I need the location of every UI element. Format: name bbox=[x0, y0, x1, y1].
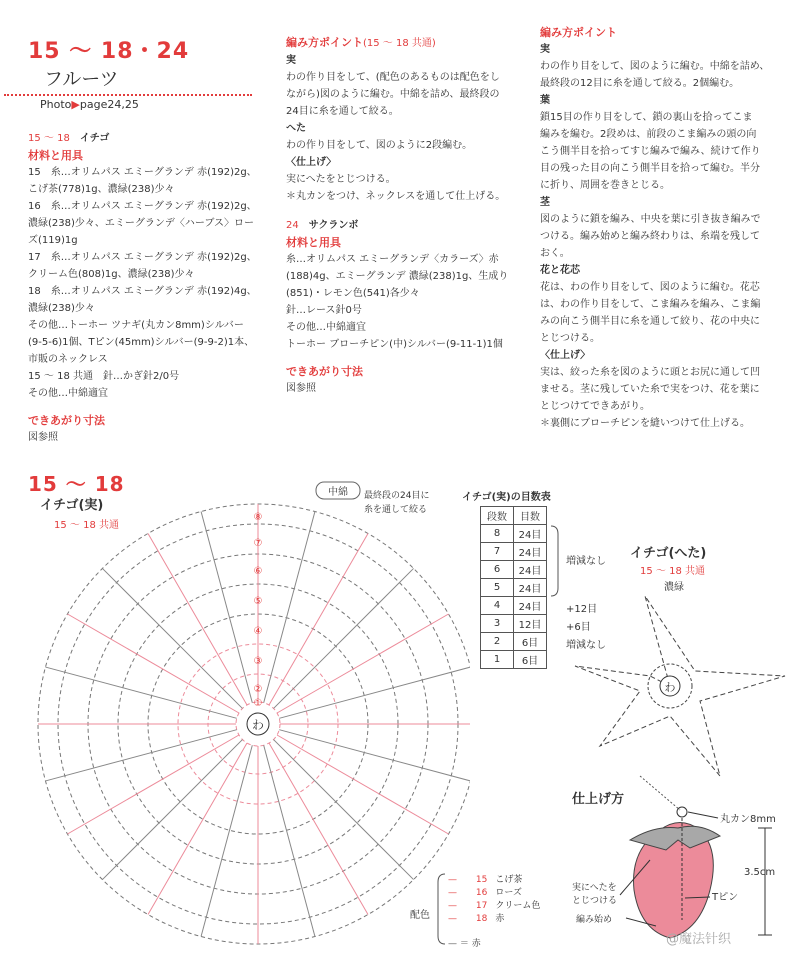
magic-ring-label: わ bbox=[251, 718, 265, 732]
legend-color-name: 赤 bbox=[495, 914, 505, 924]
round-cell: 4 bbox=[481, 597, 514, 615]
text-line: その他…中綿適宜 bbox=[28, 388, 108, 399]
text-line: わの作り目をして、図のように編む。中綿を詰め、 bbox=[540, 61, 770, 72]
round-marker: ① bbox=[253, 698, 263, 709]
stitch-cell: 24目 bbox=[514, 579, 547, 597]
stitch-cell: 24目 bbox=[514, 525, 547, 543]
text-line: その他…中綿適宜 bbox=[286, 322, 366, 333]
text-line: 実は、絞った糸を図のように頭とお尻に通して凹 bbox=[540, 367, 760, 378]
dash-line-icon: — bbox=[448, 939, 457, 949]
text-line: 鎖15目の作り目をして、鎖の裏山を拾ってこま bbox=[540, 112, 753, 123]
text-line: 15 糸…オリムパス エミーグランデ 赤(192)2g、 bbox=[28, 167, 257, 178]
round-cell: 8 bbox=[481, 525, 514, 543]
size-text: 図参照 bbox=[28, 432, 58, 443]
round-marker: ③ bbox=[253, 656, 263, 667]
text-line: わの作り目をして、図のように2段編む。 bbox=[286, 140, 473, 151]
text-line: トーホー ブローチピン(中)シルバー(9-11-1)1個 bbox=[286, 339, 503, 350]
text-line: 濃緑(238)少々 bbox=[28, 303, 95, 314]
text-line: (851)・レモン色(541)各少々 bbox=[286, 288, 420, 299]
photo-page: page24,25 bbox=[79, 98, 139, 111]
t-pin-label: Tピン bbox=[712, 892, 739, 903]
table-row bbox=[481, 525, 547, 543]
text-line: ませる。茎に残していた糸で実をつけ、花を葉に bbox=[540, 384, 760, 395]
calyx-chart bbox=[570, 586, 800, 786]
strawberry-crochet-chart bbox=[0, 460, 470, 956]
legend-color-name: クリーム色 bbox=[495, 901, 541, 911]
text-line: つける。編み始めと編み終わりは、糸端を残して bbox=[540, 231, 760, 242]
count-table-title: イチゴ(実)の目数表 bbox=[462, 492, 551, 503]
chart-spoke bbox=[148, 533, 247, 704]
instructions-list bbox=[286, 52, 536, 205]
diagram-title: イチゴ(実) bbox=[40, 498, 104, 513]
text-line: とじつけてできあがり。 bbox=[540, 401, 650, 412]
legend-red-label: ＝ 赤 bbox=[459, 939, 481, 949]
start-label: 編み始め bbox=[576, 915, 613, 925]
text-line: 編みを編む。2段めは、前段のこま編みの頭の向 bbox=[540, 129, 757, 140]
stitch-cell: 6目 bbox=[514, 651, 547, 669]
dash-line-icon: — bbox=[448, 901, 460, 911]
legend-row bbox=[448, 887, 540, 900]
text-line: 最終段の12目に糸を通して絞る。2個編む。 bbox=[540, 78, 740, 89]
round-cell: 3 bbox=[481, 615, 514, 633]
calyx-color: 濃緑 bbox=[664, 582, 684, 593]
attach-label-1: 実にへたを bbox=[572, 883, 617, 893]
pattern-number: 15 ～ 18・24 bbox=[28, 39, 190, 64]
stitch-cell: 24目 bbox=[514, 543, 547, 561]
table-row bbox=[481, 651, 547, 669]
table-row bbox=[481, 597, 547, 615]
materials-column-strawberry bbox=[28, 130, 278, 446]
chart-spoke bbox=[269, 743, 368, 914]
legend-row bbox=[448, 913, 540, 926]
chart-spoke bbox=[67, 735, 238, 834]
text-line: 糸…オリムパス エミーグランデ〈カラーズ〉赤 bbox=[286, 254, 499, 265]
note-no-change: 増減なし bbox=[566, 556, 606, 567]
round-marker: ⑦ bbox=[253, 538, 263, 549]
calyx-title: イチゴ(へた) bbox=[630, 546, 707, 561]
table-row bbox=[481, 579, 547, 597]
cherry-name: サクランボ bbox=[308, 220, 359, 231]
round-cell: 6 bbox=[481, 561, 514, 579]
text-line: 実にへたをとじつける。 bbox=[286, 174, 396, 185]
text-line: 18 糸…オリムパス エミーグランデ 赤(192)4g、 bbox=[28, 286, 257, 297]
round-marker: ② bbox=[253, 684, 263, 695]
round-cell: 2 bbox=[481, 633, 514, 651]
legend-row bbox=[448, 900, 540, 913]
ring-size-label: 丸カン8mm bbox=[720, 814, 776, 825]
text-line: ＊丸カンをつけ、ネックレスを通して仕上げる。 bbox=[286, 191, 506, 202]
instructions-column-cherry bbox=[540, 24, 795, 432]
chart-spoke bbox=[148, 743, 247, 914]
table-row bbox=[481, 561, 547, 579]
text-line: ＊裏側にブローチピンを縫いつけて仕上げる。 bbox=[540, 418, 750, 429]
calyx-ring-label: わ bbox=[664, 681, 676, 694]
text-line: 〈仕上げ〉 bbox=[540, 350, 591, 361]
legend-number: 17 bbox=[475, 901, 488, 911]
legend-red bbox=[448, 936, 481, 949]
diagram-common: 15 ～ 18 共通 bbox=[54, 520, 119, 531]
round-marker: ⑤ bbox=[253, 596, 263, 607]
round-marker: ④ bbox=[253, 626, 263, 637]
jump-ring bbox=[677, 807, 687, 817]
round-marker: ⑧ bbox=[253, 512, 263, 523]
text-line: へた bbox=[286, 123, 306, 134]
text-line: クリーム色(808)1g、濃緑(238)少々 bbox=[28, 269, 195, 280]
stitch-cell: 6目 bbox=[514, 633, 547, 651]
height-label: 3.5cm bbox=[744, 867, 776, 878]
text-line: 24目に糸を通して絞る。 bbox=[286, 106, 399, 117]
note-plus-12: +12目 bbox=[566, 604, 598, 615]
text-line: 葉 bbox=[540, 95, 550, 106]
text-line: 濃緑(238)少々、エミーグランデ〈ハーブス〉ロー bbox=[28, 218, 254, 229]
cherry-size-heading: できあがり寸法 bbox=[286, 365, 363, 378]
text-line: 針…レース針0号 bbox=[286, 305, 362, 316]
note-plus-6: +6目 bbox=[566, 622, 591, 633]
chart-spoke bbox=[269, 533, 368, 704]
legend-number: 15 bbox=[475, 875, 488, 885]
chart-spoke bbox=[277, 735, 448, 834]
legend-number: 18 bbox=[475, 914, 488, 924]
calyx-common: 15 ～ 18 共通 bbox=[640, 566, 705, 577]
photo-reference bbox=[40, 98, 139, 111]
dash-line-icon: — bbox=[448, 888, 460, 898]
text-line: 〈仕上げ〉 bbox=[286, 157, 337, 168]
legend-color-name: ローズ bbox=[495, 888, 522, 898]
cherry-materials-list bbox=[286, 251, 536, 353]
round-cell: 1 bbox=[481, 651, 514, 669]
text-line: ながら)図のように編む。中綿を詰め、最終段の bbox=[286, 89, 500, 100]
table-row bbox=[481, 543, 547, 561]
size-heading: できあがり寸法 bbox=[28, 414, 105, 427]
last-round-note-2: 糸を通して絞る bbox=[364, 505, 428, 515]
cherry-instructions-heading: 編み方ポイント bbox=[540, 26, 617, 39]
round-cell: 5 bbox=[481, 579, 514, 597]
text-line: ズ(119)1g bbox=[28, 235, 78, 246]
legend-rows bbox=[448, 874, 540, 926]
range-name: イチゴ bbox=[79, 133, 110, 144]
photo-label: Photo bbox=[40, 98, 72, 111]
table-row bbox=[481, 615, 547, 633]
necklace-chain bbox=[640, 776, 680, 810]
cherry-size-text: 図参照 bbox=[286, 383, 316, 394]
text-line: 花と花芯 bbox=[540, 265, 580, 276]
text-line: 実 bbox=[540, 44, 550, 55]
arrow-icon: ▶ bbox=[71, 98, 80, 111]
stuffing-label: 中綿 bbox=[328, 487, 348, 498]
text-line: こげ茶(778)1g、濃緑(238)少々 bbox=[28, 184, 175, 195]
text-line: 花は、わの作り目をして、図のように編む。花芯 bbox=[540, 282, 760, 293]
cherry-materials-heading: 材料と用具 bbox=[286, 236, 341, 249]
materials-list bbox=[28, 164, 278, 402]
text-line: 17 糸…オリムパス エミーグランデ 赤(192)2g、 bbox=[28, 252, 257, 263]
text-line: こう側半目を拾ってすじ編みで編み、続けて作り bbox=[540, 146, 761, 157]
legend-label: 配色 bbox=[410, 910, 430, 921]
legend-color-name: こげ茶 bbox=[495, 875, 523, 885]
text-line: 市販のネックレス bbox=[28, 354, 108, 365]
text-line: に折り、周囲を巻きとじる。 bbox=[540, 180, 670, 191]
text-line: 茎 bbox=[540, 197, 550, 208]
diagram-number: 15 ～ 18 bbox=[28, 472, 125, 496]
text-line: は、わの作り目をして、こま編みを編み、こま編 bbox=[540, 299, 761, 310]
legend-number: 16 bbox=[475, 888, 488, 898]
text-line: 目の残った目の向こう側半目を拾って編む。半分 bbox=[540, 163, 760, 174]
stitch-cell: 24目 bbox=[514, 561, 547, 579]
title-divider bbox=[4, 94, 252, 96]
instructions-heading: 編み方ポイント bbox=[286, 36, 363, 49]
finishing-title: 仕上げ方 bbox=[572, 792, 625, 807]
legend-bracket bbox=[436, 872, 446, 946]
table-bracket bbox=[550, 524, 562, 672]
chart-spoke bbox=[277, 614, 448, 713]
text-line: 15 ～ 18 共通 針…かぎ針2/0号 bbox=[28, 371, 180, 382]
chart-spoke bbox=[67, 614, 238, 713]
table-row bbox=[481, 633, 547, 651]
text-line: みの向こう側半目に糸を通して絞り、花の中央に bbox=[540, 316, 760, 327]
text-line: その他…トーホー ツナギ(丸カン8mm)シルバー bbox=[28, 320, 244, 331]
range-label: 15 ～ 18 bbox=[28, 133, 70, 144]
instructions-range: (15 ～ 18 共通) bbox=[363, 38, 436, 49]
attach-label-2: とじつける bbox=[572, 896, 618, 906]
text-line: 図のように鎖を編み、中央を葉に引き抜き編みで bbox=[540, 214, 761, 225]
text-line: (9-5-6)1個、Tピン(45mm)シルバー(9-9-2)1本、 bbox=[28, 337, 255, 348]
dash-line-icon: — bbox=[448, 875, 460, 885]
cherry-number: 24 bbox=[286, 220, 299, 231]
text-line: おく。 bbox=[540, 248, 570, 259]
materials-heading: 材料と用具 bbox=[28, 149, 83, 162]
cherry-instructions-list bbox=[540, 41, 795, 432]
stitch-cell: 24目 bbox=[514, 597, 547, 615]
watermark: @魔法针织 bbox=[666, 932, 732, 947]
text-line: わの作り目をして、(配色のあるものは配色をし bbox=[286, 72, 500, 83]
round-cell: 7 bbox=[481, 543, 514, 561]
col-round: 段数 bbox=[481, 507, 514, 525]
instructions-column-strawberry bbox=[286, 34, 536, 397]
round-marker: ⑥ bbox=[253, 566, 263, 577]
last-round-note-1: 最終段の24目に bbox=[364, 491, 430, 501]
ring-leader bbox=[688, 812, 718, 818]
text-line: とじつける。 bbox=[540, 333, 600, 344]
count-table bbox=[480, 506, 547, 669]
text-line: 実 bbox=[286, 55, 296, 66]
stitch-cell: 12目 bbox=[514, 615, 547, 633]
text-line: (188)4g、エミーグランデ 濃緑(238)1g、生成り bbox=[286, 271, 509, 282]
legend-row bbox=[448, 874, 540, 887]
pattern-title: フルーツ bbox=[44, 68, 119, 90]
col-stitches: 目数 bbox=[514, 507, 547, 525]
note-no-change-2: 増減なし bbox=[566, 640, 606, 651]
text-line: 16 糸…オリムパス エミーグランデ 赤(192)2g、 bbox=[28, 201, 257, 212]
dash-line-icon: — bbox=[448, 914, 460, 924]
